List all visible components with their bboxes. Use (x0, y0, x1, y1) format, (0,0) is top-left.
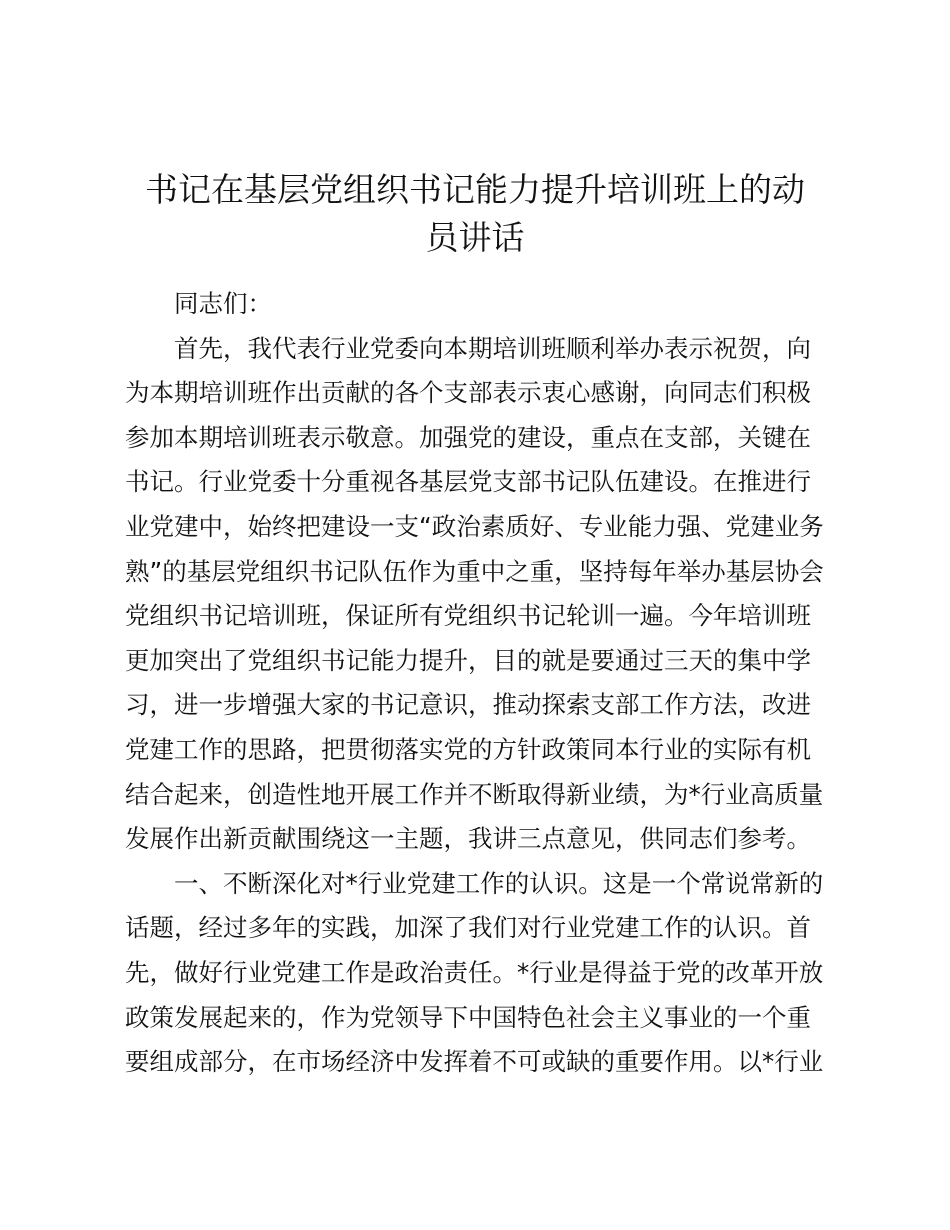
paragraph-1-line-4: 书记。行业党委十分重视各基层党支部书记队伍建设。在推进行 (125, 467, 811, 497)
paragraph-1-line-9: 习，进一步增强大家的书记意识，推动探索支部工作方法，改进 (125, 690, 811, 720)
document-body (125, 282, 835, 1085)
title-line-1: 书记在基层党组织书记能力提升培训班上的动 (145, 170, 805, 209)
paragraph-1-line-11: 结合起来，创造性地开展工作并不断取得新业绩，为*行业高质量 (125, 779, 824, 809)
paragraph-1-line-10: 党建工作的思路，把贯彻落实党的方针政策同本行业的实际有机 (125, 734, 811, 764)
document-title (120, 166, 830, 262)
paragraph-1-line-5: 业党建中，始终把建设一支“政治素质好、专业能力强、党建业务 (125, 511, 824, 541)
paragraph-1-line-1: 首先，我代表行业党委向本期培训班顺利举办表示祝贺，向 (174, 333, 811, 363)
paragraph-1-line-6: 熟”的基层党组织书记队伍作为重中之重，坚持每年举办基层协会 (125, 556, 824, 586)
title-line-2: 员讲话 (425, 218, 525, 257)
paragraph-2-line-5: 要组成部分，在市场经济中发挥着不可或缺的重要作用。以*行业 (125, 1047, 824, 1077)
paragraph-1-line-2: 为本期培训班作出贡献的各个支部表示衷心感谢，向同志们积极 (125, 378, 811, 408)
paragraph-2-line-2: 话题，经过多年的实践，加深了我们对行业党建工作的认识。首 (125, 913, 811, 943)
paragraph-1-line-3: 参加本期培训班表示敬意。加强党的建设，重点在支部，关键在 (125, 422, 811, 452)
paragraph-2-line-1: 一、不断深化对*行业党建工作的认识。这是一个常说常新的 (174, 868, 824, 898)
salutation: 同志们： (174, 289, 272, 318)
paragraph-1-line-7: 党组织书记培训班，保证所有党组织书记轮训一遍。今年培训班 (125, 601, 811, 631)
paragraph-2-line-4: 政策发展起来的，作为党领导下中国特色社会主义事业的一个重 (125, 1002, 811, 1032)
paragraph-1-line-8: 更加突出了党组织书记能力提升，目的就是要通过三天的集中学 (125, 645, 811, 675)
paragraph-1-line-12: 发展作出新贡献围绕这一主题，我讲三点意见，供同志们参考。 (125, 824, 811, 854)
paragraph-2-line-3: 先，做好行业党建工作是政治责任。*行业是得益于党的改革开放 (125, 957, 824, 987)
